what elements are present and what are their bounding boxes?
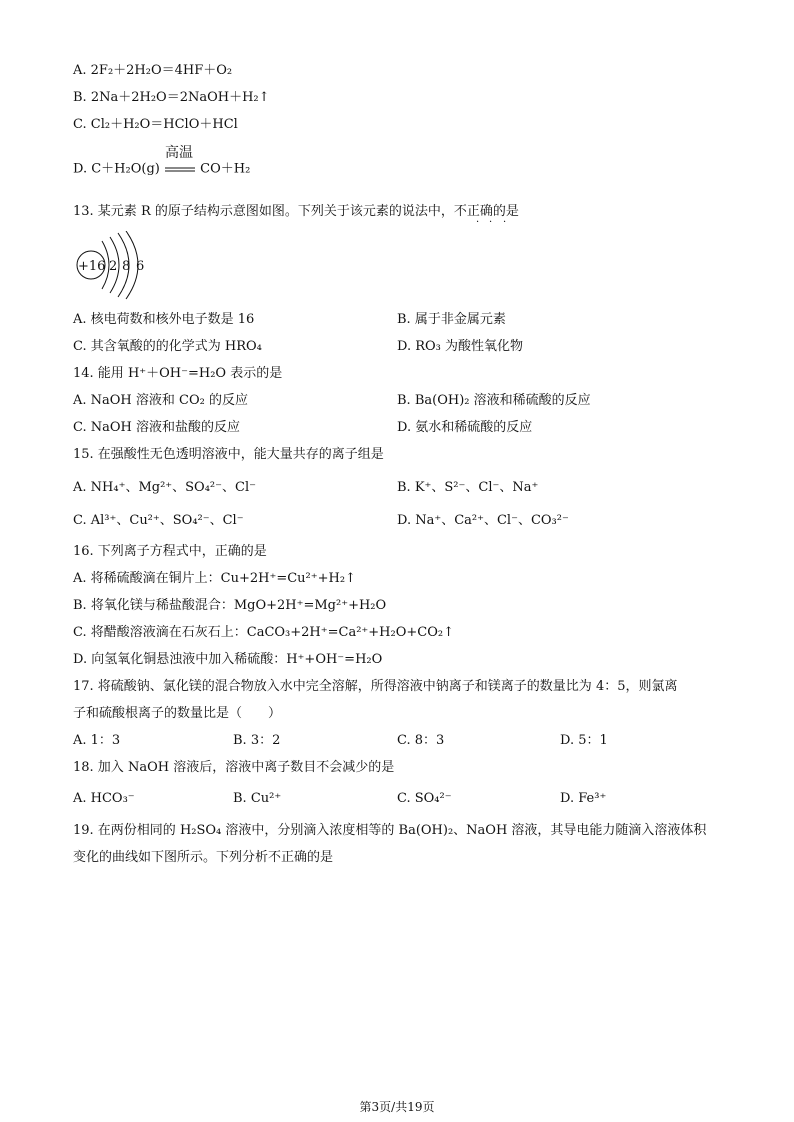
q16-option-b: B. 将氧化镁与稀盐酸混合：MgO+2H⁺=Mg²⁺+H₂O	[73, 598, 387, 613]
q17-stem-line1: 17. 将硫酸钠、氯化镁的混合物放入水中完全溶解，所得溶液中钠离子和镁离子的数量比为 4：5，则氯离	[73, 679, 678, 694]
q15-option-b: B. K⁺、S²⁻、Cl⁻、Na⁺	[397, 480, 539, 495]
q12-option-b: B. 2Na＋2H₂O＝2NaOH＋H₂↑	[73, 90, 270, 105]
nucleus-charge: +16	[78, 259, 106, 274]
shell-electrons-2: 8	[122, 259, 131, 274]
q17-option-b: B. 3：2	[233, 733, 281, 748]
q16-stem: 16. 下列离子方程式中，正确的是	[73, 544, 267, 559]
q12-option-c: C. Cl₂＋H₂O＝HClO＋HCl	[73, 117, 238, 132]
q18-option-b: B. Cu²⁺	[233, 791, 282, 806]
q18-stem: 18. 加入 NaOH 溶液后，溶液中离子数目不会减少的是	[73, 760, 395, 775]
emphasis-dot-icon: ·	[476, 217, 480, 228]
double-line-equals-icon	[164, 160, 196, 178]
q18-option-c: C. SO₄²⁻	[397, 791, 452, 806]
q12-option-d-products: CO＋H₂	[200, 161, 251, 177]
q14-option-d: D. 氨水和稀硫酸的反应	[397, 420, 533, 435]
q16-option-c: C. 将醋酸溶液滴在石灰石上：CaCO₃+2H⁺=Ca²⁺+H₂O+CO₂↑	[73, 625, 454, 640]
q15-option-d: D. Na⁺、Ca²⁺、Cl⁻、CO₃²⁻	[397, 513, 569, 528]
atomic-structure-diagram	[72, 231, 162, 301]
q14-option-c: C. NaOH 溶液和盐酸的反应	[73, 420, 241, 435]
q15-option-c: C. Al³⁺、Cu²⁺、SO₄²⁻、Cl⁻	[73, 513, 244, 528]
q16-option-a: A. 将稀硫酸滴在铜片上：Cu+2H⁺=Cu²⁺+H₂↑	[73, 571, 356, 586]
q14-option-a: A. NaOH 溶液和 CO₂ 的反应	[73, 393, 248, 408]
q13-option-b: B. 属于非金属元素	[397, 312, 506, 327]
q14-stem: 14. 能用 H⁺＋OH⁻=H₂O 表示的是	[73, 366, 283, 381]
q15-stem: 15. 在强酸性无色透明溶液中，能大量共存的离子组是	[73, 447, 384, 462]
reaction-condition-text: 高温	[164, 145, 193, 161]
emphasis-dot-icon: ·	[489, 217, 493, 228]
q17-stem-line2: 子和硫酸根离子的数量比是（ ）	[73, 706, 282, 721]
q19-stem-line1: 19. 在两份相同的 H₂SO₄ 溶液中，分别滴入浓度相等的 Ba(OH)₂、NaOH 溶液，其导电能力随滴入溶液体积	[73, 823, 707, 838]
page-number: 第3页/共19页	[359, 1100, 435, 1114]
q16-option-d: D. 向氢氧化铜悬浊液中加入稀硫酸：H⁺+OH⁻=H₂O	[73, 652, 383, 667]
q14-option-b: B. Ba(OH)₂ 溶液和稀硫酸的反应	[397, 393, 591, 408]
q13-option-a: A. 核电荷数和核外电子数是 16	[73, 312, 255, 327]
q17-option-c: C. 8：3	[397, 733, 445, 748]
reaction-condition-arrow	[164, 145, 196, 178]
q13-option-d: D. RO₃ 为酸性氧化物	[397, 339, 524, 354]
shell-electrons-1: 2	[109, 259, 118, 274]
q18-option-d: D. Fe³⁺	[560, 791, 607, 806]
q17-option-a: A. 1：3	[73, 733, 121, 748]
q12-option-a: A. 2F₂＋2H₂O＝4HF＋O₂	[73, 63, 233, 78]
shell-electrons-3: 6	[136, 259, 145, 274]
q13-stem: 13. 某元素 R 的原子结构示意图如图。下列关于该元素的说法中，不正确的是	[73, 204, 519, 219]
q12-option-d-reactants: D. C＋H₂O(g)	[73, 161, 160, 177]
q18-option-a: A. HCO₃⁻	[73, 791, 135, 806]
q12-option-d	[73, 145, 251, 179]
q17-option-d: D. 5：1	[560, 733, 608, 748]
q13-option-c: C. 其含氧酸的的化学式为 HRO₄	[73, 339, 262, 354]
q15-option-a: A. NH₄⁺、Mg²⁺、SO₄²⁻、Cl⁻	[73, 480, 256, 495]
emphasis-dot-icon: ·	[503, 217, 507, 228]
q19-stem-line2: 变化的曲线如下图所示。下列分析不正确的是	[73, 850, 334, 865]
